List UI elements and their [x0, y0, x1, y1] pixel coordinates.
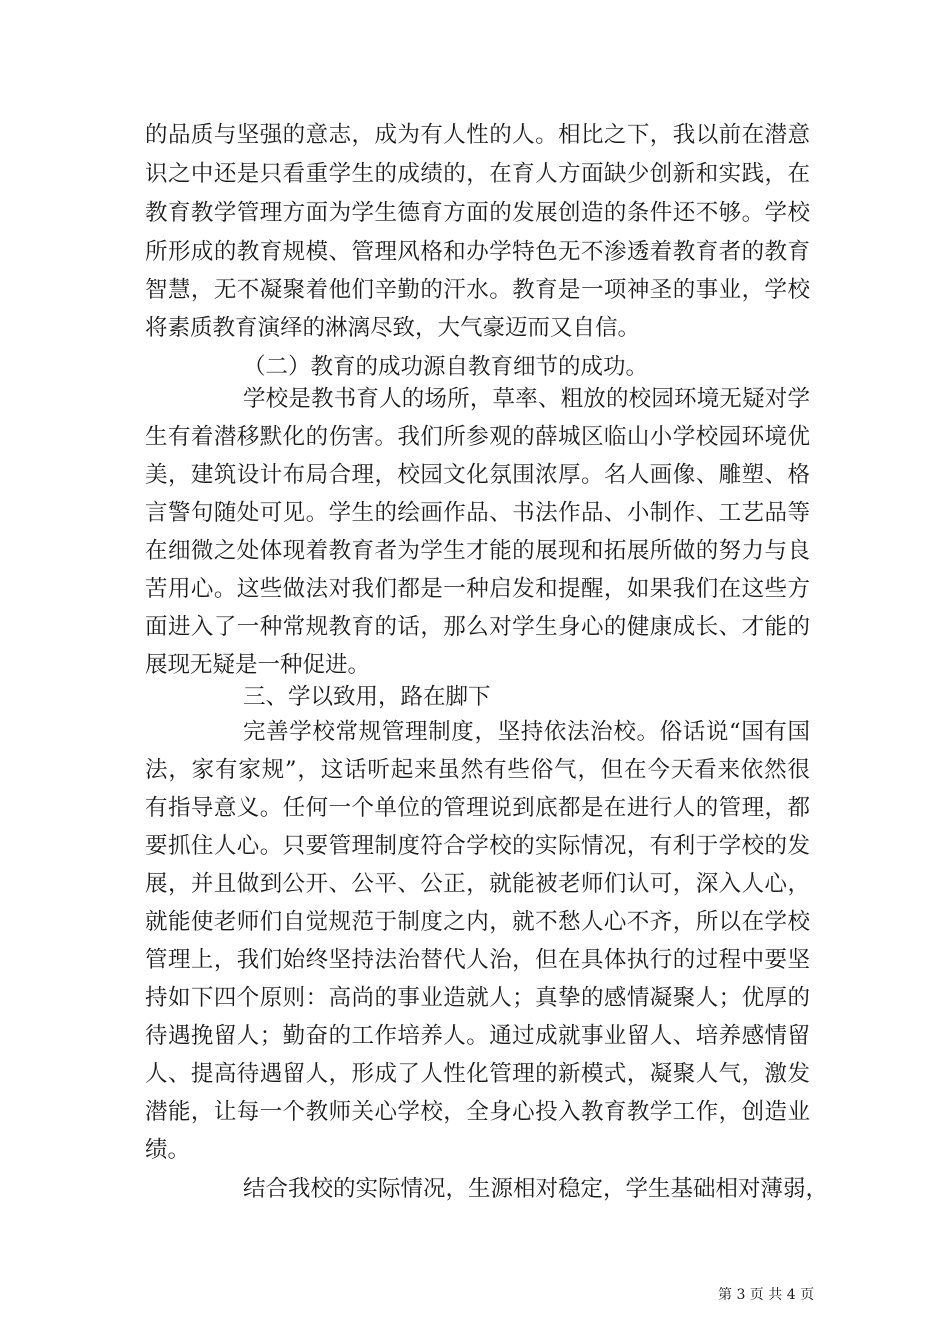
text-line: 待遇挽留人；勤奋的工作培养人。通过成就事业留人、培养感情留: [145, 1023, 810, 1049]
text-line: 美，建筑设计布局合理，校园文化氛围浓厚。名人画像、雕塑、格: [145, 462, 810, 488]
text-line: 展现无疑是一种促进。: [145, 652, 371, 678]
paragraph-first-line: 结合我校的实际情况，生源相对稳定，学生基础相对薄弱，: [243, 1176, 829, 1202]
text-line: 在细微之处体现着教育者为学生才能的展现和拓展所做的努力与良: [145, 538, 810, 564]
section-heading: （二）教育的成功源自教育细节的成功。: [243, 354, 649, 380]
text-line: 展，并且做到公开、公平、公正，就能被老师们认可，深入人心，: [145, 871, 810, 897]
page-number-footer: 第 3 页 共 4 页: [718, 1287, 815, 1303]
text-line: 言警句随处可见。学生的绘画作品、书法作品、小制作、工艺品等: [145, 500, 810, 526]
text-line: 人、提高待遇留人，形成了人性化管理的新模式，凝聚人气，激发: [145, 1061, 810, 1087]
section-heading: 三、学以致用，路在脚下: [243, 684, 491, 710]
paragraph-first-line: 完善学校常规管理制度，坚持依法治校。俗话说“国有国: [243, 719, 810, 745]
text-line: 识之中还是只看重学生的成绩的，在育人方面缺少创新和实践，在: [145, 161, 810, 187]
paragraph-first-line: 学校是教书育人的场所，草率、粗放的校园环境无疑对学: [243, 386, 810, 412]
text-line: 苦用心。这些做法对我们都是一种启发和提醒，如果我们在这些方: [145, 576, 810, 602]
text-line: 持如下四个原则：高尚的事业造就人；真挚的感情凝聚人；优厚的: [145, 985, 810, 1011]
text-line: 生有着潜移默化的伤害。我们所参观的薛城区临山小学校园环境优: [145, 424, 810, 450]
text-line: 法，家有家规”，这话听起来虽然有些俗气，但在今天看来依然很: [145, 757, 810, 783]
text-line: 的品质与坚强的意志，成为有人性的人。相比之下，我以前在潜意: [145, 122, 810, 148]
text-line: 智慧，无不凝聚着他们辛勤的汗水。教育是一项神圣的事业，学校: [145, 277, 810, 303]
text-line: 要抓住人心。只要管理制度符合学校的实际情况，有利于学校的发: [145, 833, 810, 859]
text-line: 就能使老师们自觉规范于制度之内，就不愁人心不齐，所以在学校: [145, 909, 810, 935]
text-line: 所形成的教育规模、管理风格和办学特色无不渗透着教育者的教育: [145, 239, 810, 265]
text-line: 管理上，我们始终坚持法治替代人治，但在具体执行的过程中要坚: [145, 947, 810, 973]
text-line: 教育教学管理方面为学生德育方面的发展创造的条件还不够。学校: [145, 200, 810, 226]
text-line: 潜能，让每一个教师关心学校，全身心投入教育教学工作，创造业: [145, 1099, 810, 1125]
text-line: 面进入了一种常规教育的话，那么对学生身心的健康成长、才能的: [145, 614, 810, 640]
text-line: 将素质教育演绎的淋漓尽致，大气豪迈而又自信。: [145, 315, 641, 341]
text-line: 绩。: [145, 1137, 191, 1163]
text-line: 有指导意义。任何一个单位的管理说到底都是在进行人的管理，都: [145, 795, 810, 821]
